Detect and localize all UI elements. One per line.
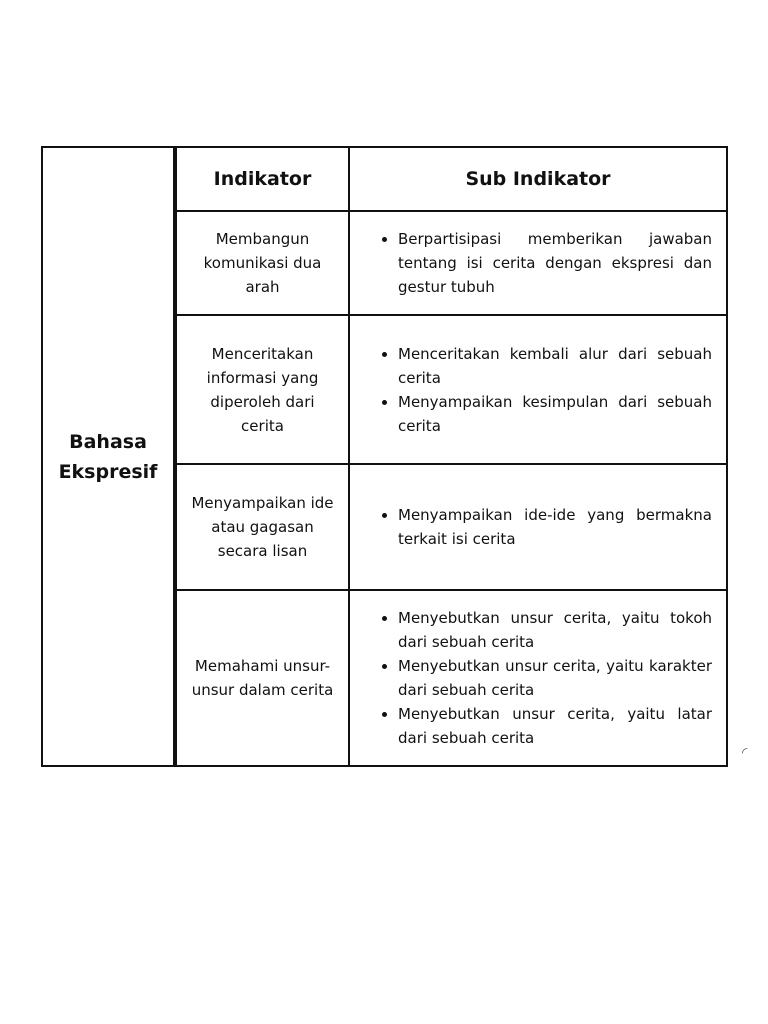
indicator-table: [41, 146, 728, 767]
table-row: [177, 465, 726, 591]
table-row: [177, 591, 726, 765]
category-cell: [43, 148, 175, 765]
category-label: Bahasa Ekspresif: [58, 430, 158, 483]
sub-indikator-list: [374, 227, 712, 299]
header-row: [177, 148, 726, 212]
indikator-cell: [177, 591, 350, 765]
sub-indikator-item: • Menyebutkan unsur cerita, yaitu latar dari sebuah cerita: [398, 702, 712, 750]
sub-indikator-item: • Menyampaikan ide-ide yang bermakna terkait isi cerita: [398, 503, 712, 551]
sub-indikator-cell: [350, 591, 726, 765]
sub-indikator-list: [374, 606, 712, 750]
indikator-text: Membangun komunikasi dua arah: [203, 230, 322, 296]
sub-indikator-list: [374, 503, 712, 551]
sub-indikator-item: • Berpartisipasi memberikan jawaban tentang isi cerita dengan ekspresi dan gestur tubuh: [398, 227, 712, 299]
sub-indikator-cell: [350, 212, 726, 314]
table-grid: [175, 148, 726, 765]
table-row: [177, 316, 726, 465]
indikator-text: Menceritakan informasi yang diperoleh dari cerita: [206, 344, 319, 435]
sub-indikator-item: • Menyebutkan unsur cerita, yaitu karakter dari sebuah cerita: [398, 654, 712, 702]
sub-indikator-cell: [350, 316, 726, 463]
indikator-cell: [177, 212, 350, 314]
sub-indikator-item: • Menyebutkan unsur cerita, yaitu tokoh dari sebuah cerita: [398, 606, 712, 654]
sub-indikator-cell: [350, 465, 726, 589]
indikator-text: Memahami unsur- unsur dalam cerita: [191, 657, 334, 699]
header-sub-indikator: Sub Indikator: [465, 168, 611, 190]
stray-mark: ◜: [742, 745, 748, 761]
indikator-cell: [177, 465, 350, 589]
sub-indikator-item: • Menyampaikan kesimpulan dari sebuah cerita: [398, 390, 712, 438]
header-indikator: Indikator: [213, 168, 312, 190]
indikator-text: Menyampaikan ide atau gagasan secara lisan: [191, 494, 334, 560]
header-indikator-cell: [177, 148, 350, 210]
table-row: [177, 212, 726, 316]
sub-indikator-item: • Menceritakan kembali alur dari sebuah cerita: [398, 342, 712, 390]
header-sub-indikator-cell: [350, 148, 726, 210]
indikator-cell: [177, 316, 350, 463]
sub-indikator-list: [374, 342, 712, 438]
